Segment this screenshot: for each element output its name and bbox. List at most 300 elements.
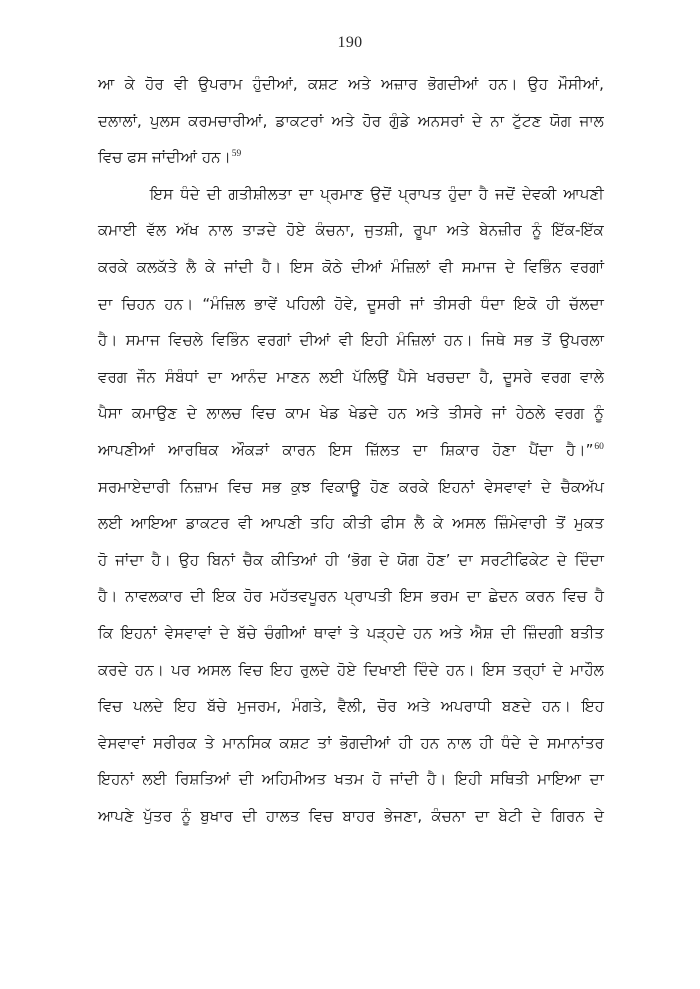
word: ਦੀ (206, 184, 222, 203)
word: ਦੀ (242, 806, 257, 825)
word: ਮਾਣਨ (276, 367, 310, 386)
word: ਧੰਦਾ (480, 294, 505, 313)
word: ਦੇ (472, 111, 483, 130)
word: ਜਾਂਦਾ (115, 550, 144, 569)
word: ਨਾਲ (208, 221, 233, 240)
word: ਧੰਦੇ (180, 184, 200, 203)
word: ਬਿਨਾਂ (206, 550, 235, 569)
word: ਦੇ (186, 404, 197, 423)
word: ਪਲਦੇ (133, 697, 164, 716)
word: ਅਤੇ (348, 75, 371, 93)
text-line (98, 505, 604, 542)
word: ਚੈਕਅੱਪ (560, 477, 604, 496)
word: ਇਸ (399, 587, 423, 606)
word: ਹੀ (479, 733, 494, 752)
word: ਬੱਚੇ (237, 623, 257, 642)
word: ਮਾਹੌਲ (570, 660, 604, 679)
word: ਹੀ (546, 294, 560, 313)
word: ਬੇਨਜ਼ੀਰ (479, 221, 522, 240)
word: ਇਹਨਾਂ (98, 770, 135, 789)
word: ਰੂਪਾ (413, 221, 437, 240)
word: ਖੇਡਦੇ (348, 404, 379, 423)
word: ਗੁੰਡੇ (389, 111, 410, 130)
word: ਬੁਖਾਰ (200, 806, 233, 825)
word: ਹਨ। (542, 697, 571, 716)
word: ਜਾਂਦੀ (224, 257, 253, 276)
word: ਭਰਮ (430, 587, 459, 606)
word: ਕਲਕੱਤੇ (136, 257, 178, 276)
word: ਦਿਖਾਈ (363, 660, 407, 679)
word: ਦਾ (298, 184, 314, 203)
word: ਭੋਗਦੀਆਂ (339, 733, 391, 752)
word: ਲਾਲਚ (206, 404, 242, 423)
word: ਵਿਭਿੰਨ (523, 257, 562, 276)
word: ਹਨ (387, 404, 407, 423)
word: ਪੜ੍ਹਦੇ (366, 623, 406, 642)
word: ਹਾਲਤ (266, 806, 300, 825)
word: ਐਸ਼ (470, 623, 494, 642)
word: ਜੌਨ (136, 367, 156, 386)
word: ਹੈ। (98, 331, 118, 350)
word: ਅੱਖ (176, 221, 199, 240)
word: ਦੇਵਕੀ (522, 184, 557, 203)
word: ਦੀ (190, 587, 205, 606)
word: ਬਤੀਤ (570, 623, 604, 642)
word: ਵੀ (238, 514, 253, 533)
word: ਇਕ (212, 587, 236, 606)
word: ਜਦੋਂ (495, 184, 515, 203)
word: ਯੋਗ (397, 550, 419, 569)
word: ਤੀਸਰੀ (433, 294, 472, 313)
word: ਕਸ਼ਟ (307, 75, 338, 93)
word: ਬਣਦੇ (502, 697, 532, 716)
word: ਹੈ। (151, 550, 171, 569)
page-number: 190 (337, 34, 363, 51)
word: ਡਾਕਟਰਾਂ (275, 111, 324, 130)
text-line (98, 725, 604, 762)
text-line (98, 212, 604, 249)
word: ਕੀਤੀ (342, 514, 372, 533)
word: ਦੇ (552, 660, 563, 679)
word: ਹੋਵੇ, (334, 294, 358, 313)
word: ਉਪਰਾਮ (198, 75, 243, 93)
word: ਅਤੇ (407, 697, 431, 716)
word: ਅਪਰਾਧੀ (440, 697, 492, 716)
word: ਨਾਲ (447, 733, 472, 752)
word: ਚੋਰ (377, 697, 397, 716)
word: ਜਾਂ (492, 404, 507, 423)
line-text: ਵਿਚ ਫਸ ਜਾਂਦੀਆਂ ਹਨ। (98, 148, 231, 167)
word: ਆਪਣੀਆਂ (98, 440, 155, 459)
word: ਹਨ। (135, 660, 164, 679)
word: ਇਸ (150, 184, 174, 203)
word: ਮਾਇਆ (537, 770, 582, 789)
word: ਵਿਚ (98, 697, 123, 716)
word: ਉਦੋਂ (370, 184, 392, 203)
text-line (98, 66, 604, 103)
word: ਵੀ (439, 257, 453, 276)
word: ਕਮਾਈ (98, 221, 137, 240)
word: ਸਥਿਤੀ (490, 770, 529, 789)
word: ਅਸਲ (452, 514, 486, 533)
word: ਦੀਆਂ (351, 257, 383, 276)
word: ਹੁੰਦਾ (448, 184, 472, 203)
word: ਚਿਹਨ (121, 294, 156, 313)
word: ਖਤਮ (334, 770, 364, 789)
word: ਤੋਂ (541, 331, 552, 350)
footnote-marker: 59 (231, 149, 242, 160)
word: ਹੋ (372, 770, 382, 789)
word: ਦੀ (500, 623, 516, 642)
word: ਹਨ। (488, 75, 518, 93)
word: ਪਹਿਲੀ (286, 294, 326, 313)
word: ਦੇ (556, 550, 567, 569)
word: ਕੁਝ (290, 477, 311, 496)
word: ਦਾ (474, 806, 490, 825)
word: ਵੇਸਵਾਵਾਂ (164, 623, 212, 642)
word: ਹੈ (594, 587, 604, 606)
word: ਕੇ (124, 75, 135, 93)
text-line (98, 359, 604, 396)
word: ਵੱਲ (146, 221, 167, 240)
word: ਦੇ (541, 477, 552, 496)
text-line (98, 761, 604, 798)
word: ਇਕੋ (513, 294, 537, 313)
word: ਹੈ। (426, 770, 447, 789)
word: ਡਾਕਟਰ (185, 514, 230, 533)
word: ਕਮਾਉਣ (131, 404, 178, 423)
text-line (98, 615, 604, 652)
word: ਨਿਜ਼ਾਮ (179, 477, 219, 496)
word: ਪੈਂਦਾ (528, 440, 553, 459)
word: ਵੇਸਵਾਵਾਂ (484, 477, 532, 496)
word: ਚੰਗੀਆਂ (264, 623, 307, 642)
word: ਦਿੰਦੇ (413, 660, 439, 679)
word: ਵਿਕਾਊ (320, 477, 361, 496)
word: ਔਕੜਾਂ (231, 440, 270, 459)
word: ਕੇ (433, 514, 444, 533)
word: ਹੋ (98, 550, 108, 569)
word: ਵਾਲੇ (579, 367, 604, 386)
word: ਵਰਗ (98, 367, 128, 386)
word: ਮੁਜਰਮ, (237, 697, 282, 716)
word: “ਮੰਜ਼ਿਲ (202, 294, 246, 313)
word: ਹੈ (478, 184, 489, 203)
word: ਤੋਂ (555, 514, 566, 533)
word: ਕਰਮਚਾਰੀਆਂ, (188, 111, 268, 130)
word: ਥਾਵਾਂ (313, 623, 342, 642)
word: ਰਿਸ਼ਤਿਆਂ (175, 770, 231, 789)
word: ਨਾ (490, 111, 505, 130)
word: ਰੁਲਦੇ (300, 660, 330, 679)
word: ਹੋਏ (336, 660, 357, 679)
word: ਹੀ (398, 733, 413, 752)
text-line (98, 432, 604, 469)
word: ਸ਼ਿਕਾਰ (440, 440, 480, 459)
word: ਫੀਸ (380, 514, 406, 533)
word: ਤੇ (204, 733, 215, 752)
word: ਦੇ (594, 806, 604, 825)
word: ਵਰਗਾਂ (570, 257, 604, 276)
text-line (98, 469, 604, 506)
word: ਕਿ (98, 623, 114, 642)
word: ਲੈ (186, 257, 197, 276)
word: ਭੇਜਣਾ, (384, 806, 423, 825)
word: ਕੋਠੇ (322, 257, 343, 276)
word: ਦਾ (466, 587, 481, 606)
word: ਵਿਭਿੰਨ (211, 331, 250, 350)
word: ਨੂੰ (594, 404, 604, 423)
word: ਮੰਜ਼ਿਲਾਂ (396, 331, 436, 350)
word: ਚੈਕ (242, 550, 264, 569)
word: ਦੂਸਰੇ (502, 367, 533, 386)
word: ਹਨ। (443, 331, 473, 350)
word: ਵੈਲੀ, (337, 697, 367, 716)
word: ਯੋਗ (549, 111, 572, 130)
word: ਵੇਸਵਾਵਾਂ (98, 733, 145, 752)
word: ਹੁੰਦੀਆਂ, (252, 75, 298, 93)
word: ਇਸ (482, 660, 506, 679)
word: ਦੀ (238, 770, 254, 789)
text-line (98, 395, 604, 432)
word: ਦਾ (412, 440, 428, 459)
word: ਭਾਵੇਂ (254, 294, 278, 313)
word: ਦਾ (207, 367, 222, 386)
word: ਪੈਸਾ (98, 404, 123, 423)
text-line (98, 286, 604, 323)
word: ਹਨ (413, 623, 432, 642)
word: ਲਈ (98, 514, 123, 533)
word: ਕੀਤਿਆਂ (271, 550, 318, 569)
word: ਹੈ।”$^{60}$ (566, 440, 604, 459)
word: ਜਾਂਦੀ (389, 770, 419, 789)
word: ਬਾਹਰ (342, 806, 375, 825)
word: ਜ਼ਿੰਮੇਵਾਰੀ (494, 514, 547, 533)
word: ਮੁਕਤ (574, 514, 604, 533)
word: ਲਈ (142, 770, 167, 789)
word: ਹਨ (420, 733, 440, 752)
word: ਜੁਤਸ਼ੀ, (364, 221, 404, 240)
word: ਪੁਲਸ (150, 111, 180, 130)
page-text-body (98, 66, 604, 834)
word: ਦਾ (458, 550, 473, 569)
paragraph (98, 66, 604, 176)
text-line (98, 652, 604, 689)
word: ਨਾਵਲਕਾਰ (125, 587, 183, 606)
word: ਪ੍ਰਾਪਤ (398, 184, 442, 203)
word: ਵੀ (338, 331, 353, 350)
word: ਤਰ੍ਹਾਂ (512, 660, 546, 679)
word: ਉਹ (178, 550, 200, 569)
word: ਸਮਾਜ (461, 257, 497, 276)
word: ਸਭ (513, 331, 534, 350)
word: ਇਹ (581, 697, 604, 716)
word: ਸਮਾਜ (125, 331, 160, 350)
word: ਆਨੰਦ (231, 367, 268, 386)
word: ਹਨ। (445, 660, 475, 679)
word: ਤਾੜਦੇ (242, 221, 277, 240)
word: ਵਰਗ (554, 404, 585, 423)
word: ਦੀਆਂ (299, 331, 331, 350)
word: ਹੋਏ (286, 221, 306, 240)
word: ਜ਼ਿੰਦਗੀ (523, 623, 563, 642)
word: ਮਹੱਤਵਪੂਰਨ (269, 587, 337, 606)
word: ਦੇ (219, 623, 230, 642)
word: ਵਿਚ (562, 587, 588, 606)
word: ਅਸਲ (197, 660, 231, 679)
word: ਹੀ (324, 550, 339, 569)
word: ਮੰਗਤੇ, (291, 697, 327, 716)
word: ਆਰਥਿਕ (168, 440, 219, 459)
word: ਮੌਸੀਆਂ, (558, 75, 604, 93)
word: ਵਿਚਲੇ (168, 331, 203, 350)
text-line (98, 249, 604, 286)
word: ਪਰ (171, 660, 191, 679)
word: ਇਹੀ (454, 770, 482, 789)
word: ਖਰਚਦਾ (426, 367, 471, 386)
word: ਹੈ। (261, 257, 282, 276)
word: ਕਰਕੇ (98, 257, 128, 276)
word: ਦਿੰਦਾ (574, 550, 604, 569)
text-line (98, 688, 604, 725)
text-line (98, 542, 604, 579)
word: ਪ੍ਰਾਪਤੀ (344, 587, 392, 606)
word: ਹੋਣ (370, 477, 390, 496)
text-line (98, 578, 604, 615)
word: ਪੈਸੇ (397, 367, 418, 386)
word: ਸਮਾਨਾਂਤਰ (546, 733, 604, 752)
word: ‘ਭੋਗ (346, 550, 372, 569)
word: ਇੱਕ-ਇੱਕ (551, 221, 604, 240)
word: ਜ਼ਿੱਲਤ (365, 440, 400, 459)
word: ਇਸ (328, 440, 353, 459)
word: ਜਾਂ (409, 294, 425, 313)
word: ਸਰਮਾਏਦਾਰੀ (98, 477, 170, 496)
paragraph (98, 176, 604, 835)
word: ਦੇ (379, 550, 390, 569)
word: ਵੀ (173, 75, 188, 93)
word: ਕੰਚਨਾ (431, 806, 466, 825)
word: ਤੀਸਰੇ (448, 404, 483, 423)
word: ਜਾਲ (579, 111, 604, 130)
word: ਪੁੱਤਰ (143, 806, 172, 825)
word: ਕੇ (205, 257, 216, 276)
word: ਕਰਨ (525, 587, 555, 606)
word: ਨੂੰ (181, 806, 192, 825)
word: ਇਹ (270, 660, 293, 679)
word: ਪੱਲਿਉਂ (352, 367, 389, 386)
word: ਚੱਲਦਾ (569, 294, 604, 313)
word: ਹੋਣਾ (492, 440, 516, 459)
word: ਖੇਡ (319, 404, 340, 423)
word: ਅਤੇ (439, 623, 463, 642)
word: ਇਹ (173, 697, 197, 716)
text-line (98, 322, 604, 359)
word: ਬੇਟੀ (498, 806, 523, 825)
text-line (98, 798, 604, 835)
text-line (98, 139, 604, 176)
word: ਵਰਗਾਂ (257, 331, 292, 350)
footnote-marker: 60 (594, 441, 604, 452)
word: ਸੰਬੰਧਾਂ (165, 367, 199, 386)
word: ਦੇ (528, 733, 539, 752)
word: ਕਾਰਨ (282, 440, 316, 459)
word: ਆਪਣੀ (260, 514, 302, 533)
word: ਇਸ (290, 257, 314, 276)
word: ਦਾ (98, 294, 113, 313)
word: ਦੇ (504, 257, 515, 276)
word: ਕਾਮ (285, 404, 310, 423)
word: ਲੈ (414, 514, 425, 533)
word: ਹੋਰ (243, 587, 263, 606)
word: ਭੋਗਦੀਆਂ (427, 75, 479, 93)
word: ਇਹਨਾਂ (120, 623, 157, 642)
word: ਟੁੱਟਣ (512, 111, 542, 130)
word: ਨੂੰ (531, 221, 542, 240)
word: ਅਤੇ (416, 404, 439, 423)
word: ਮਾਨਸਿਕ (222, 733, 272, 752)
word: ਇਹਨਾਂ (438, 477, 475, 496)
word: ਅਜ਼ਾਰ (381, 75, 418, 93)
word: ਸਭ (261, 477, 282, 496)
word: ਅਤੇ (331, 111, 355, 130)
word: ਆਪਣੀ (563, 184, 604, 203)
word: ਪ੍ਰਮਾਣ (320, 184, 364, 203)
word: ਤੇ (349, 623, 359, 642)
word: ਵਿਚ (251, 404, 276, 423)
word: ਵਿਚ (227, 477, 253, 496)
word: ਧੰਦੇ (501, 733, 521, 752)
word: ਬੱਚੇ (206, 697, 227, 716)
word: ਕਰਦੇ (98, 660, 128, 679)
word: ਕੰਚਨਾ, (315, 221, 355, 240)
text-line (98, 176, 604, 213)
word: ਆਇਆ (131, 514, 178, 533)
word: ਆਪਣੇ (98, 806, 134, 825)
word: ਗਿਰਨ (550, 806, 585, 825)
word: ਸਰਟੀਫਿਕੇਟ (480, 550, 549, 569)
word: ਦਾ (589, 770, 604, 789)
word: ਗਤੀਸ਼ੀਲਤਾ (228, 184, 292, 203)
word: ਤਹਿ (310, 514, 335, 533)
word: ਹੋਰ (362, 111, 382, 130)
word: ਅਨਸਰਾਂ (417, 111, 464, 130)
text-line (98, 103, 604, 140)
word: ਇਹੀ (361, 331, 389, 350)
word: ਜਿਥੇ (481, 331, 506, 350)
word: ਦਲਾਲਾਂ, (98, 111, 142, 130)
word: ਅਹਿਮੀਅਤ (261, 770, 327, 789)
word: ਦੂਸਰੀ (366, 294, 401, 313)
word: ਲਈ (319, 367, 344, 386)
word: ਹੈ। (98, 587, 118, 606)
word: ਕਸ਼ਟ (279, 733, 310, 752)
word: ਅਤੇ (446, 221, 470, 240)
word: ਸਰੀਰਕ (153, 733, 197, 752)
word: ਵਿਚ (308, 806, 334, 825)
word: ਦੇ (531, 806, 542, 825)
word: ਉਹ (527, 75, 548, 93)
word: ਵਰਗ (541, 367, 571, 386)
word: ਹੋਣ’ (426, 550, 451, 569)
word: ਹੋਰ (145, 75, 164, 93)
word: ਵਿਚ (238, 660, 263, 679)
word: ਹਨ। (164, 294, 194, 313)
word: ਹੇਠਲੇ (515, 404, 546, 423)
word: ਆ (98, 75, 115, 93)
word: ਤਾਂ (317, 733, 332, 752)
word: ਕਰਕੇ (398, 477, 429, 496)
